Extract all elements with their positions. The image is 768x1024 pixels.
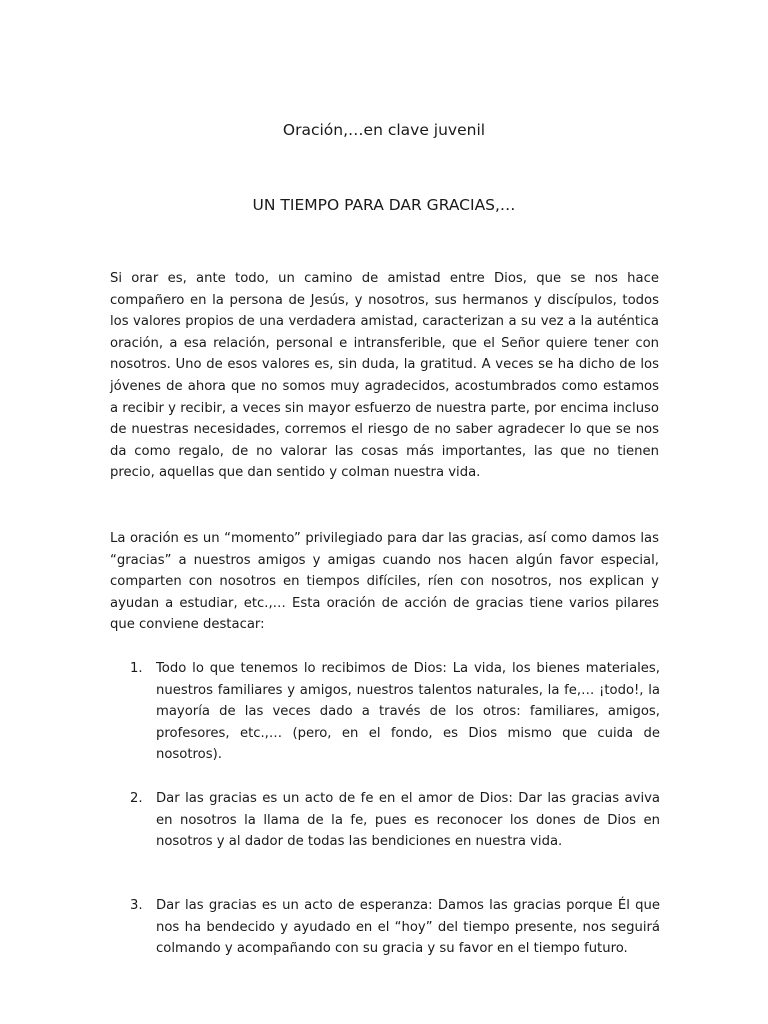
list-item-number: 3. (130, 898, 143, 913)
page-subtitle: UN TIEMPO PARA DAR GRACIAS,… (252, 196, 516, 214)
list-item-text: Todo lo que tenemos lo recibimos de Dios: La vida, los bienes materiales, nuestros familiares y amigos, nuestros talentos naturales, la fe,… ¡todo!, la mayoría de las veces dado a través de los otros: familiares, amigos, profesores, etc.,… (pero, en el fondo, es Dios mismo que cuida de nosotros). (156, 661, 660, 763)
list-item-number: 1. (130, 661, 143, 676)
list-item-number: 2. (130, 791, 143, 806)
paragraph-intro: Si orar es, ante todo, un camino de amistad entre Dios, que se nos hace compañero en la persona de Jesús, y nosotros, sus hermanos y discípulos, todos los valores propios de una verdadera amistad, caracterizan a su vez a la auténtica oración, a esa relación, personal e intransferible, que el Señor quiere tener con nosotros. Uno de esos valores es, sin duda, la gratitud. A veces se ha dicho de los jóvenes de ahora que no somos muy agradecidos, acostumbrados como estamos a recibir y recibir, a veces sin mayor esfuerzo de nuestra parte, por encima incluso de nuestras necesidades, corremos el riesgo de no saber agradecer lo que se nos da como regalo, de no valorar las cosas más importantes, las que no tienen precio, aquellas que dan sentido y colman nuestra vida. (110, 271, 659, 481)
list-item-text: Dar las gracias es un acto de esperanza: Damos las gracias porque Él que nos ha bendecido y ayudado en el “hoy” del tiempo presente, nos seguirá colmando y acompañando con su gracia y su favor en el tiempo futuro. (156, 898, 660, 957)
page-title: Oración,…en clave juvenil (282, 121, 486, 139)
paragraph-prayer-moment: La oración es un “momento” privilegiado para dar las gracias, así como damos las “gracias” a nuestros amigos y amigas cuando nos hacen algún favor especial, comparten con nosotros en tiempos difíciles, ríen con nosotros, nos explican y ayudan a estudiar, etc.,… Esta oración de acción de gracias tiene varios pilares que conviene destacar: (110, 531, 659, 633)
list-item-text: Dar las gracias es un acto de fe en el amor de Dios: Dar las gracias aviva en nosotros la llama de la fe, pues es reconocer los dones de Dios en nosotros y al dador de todas las bendiciones en nuestra vida. (156, 791, 660, 850)
